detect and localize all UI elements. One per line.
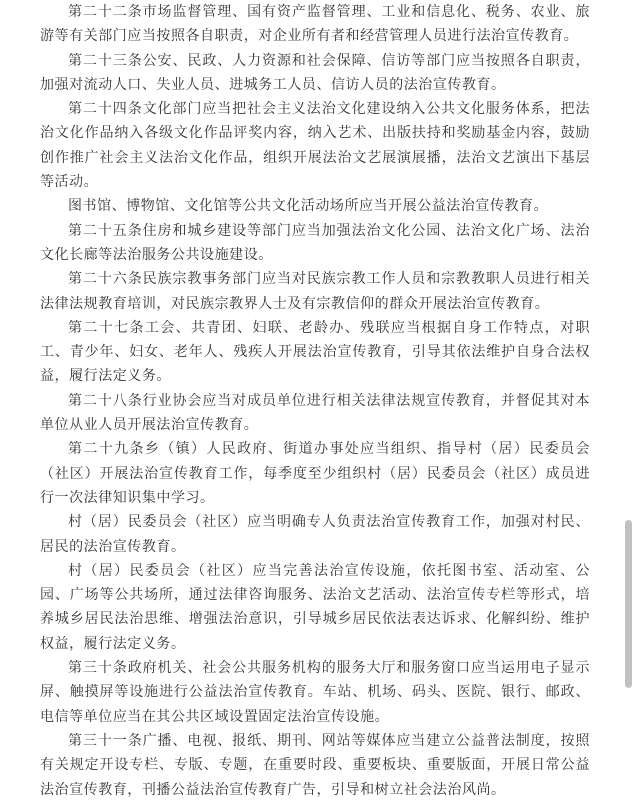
vertical-scrollbar[interactable] [625, 0, 632, 792]
paragraph-article-27: 第二十七条工会、共青团、妇联、老龄办、残联应当根据自身工作特点，对职工、青少年、妇女、老年人、残疾人开展法治宣传教育，引导其依法维护自身合法权益，履行法定义务。 [40, 319, 590, 385]
paragraph-article-24-libraries: 图书馆、博物馆、文化馆等公共文化活动场所应当开展公益法治宣传教育。 [68, 198, 549, 215]
paragraph-article-29-village-facilities: 村（居）民委员会（社区）应当完善法治宣传设施，依托图书室、活动室、公园、广场等公共场所，通过法律咨询服务、法治文艺活动、法治宣传专栏等形式，培养城乡居民法治思维、增强法治意识，引导城乡居民依法表达诉求、化解纠纷、维护权益，履行法定义务。 [40, 562, 590, 652]
paragraph-article-29: 第二十九条乡（镇）人民政府、街道办事处应当组织、指导村（居）民委员会（社区）开展法治宣传教育工作，每季度至少组织村（居）民委员会（社区）成员进行一次法律知识集中学习。 [40, 441, 590, 506]
paragraph-article-24: 第二十四条文化部门应当把社会主义法治文化建设纳入公共文化服务体系，把法治文化作品纳入各级文化作品评奖内容，纳入艺术、出版扶持和奖励基金内容，鼓励创作推广社会主义法治文化作品，组织开展法治文艺展演展播，法治文艺演出下基层等活动。 [40, 101, 590, 191]
paragraph-article-31: 第三十一条广播、电视、报纸、期刊、网站等媒体应当建立公益普法制度，按照有关规定开设专栏、专版、专题，在重要时段、重要板块、重要版面，开展日常公益法治宣传教育，刊播公益法治宣传教育广告，引导和树立社会法治风尚。 [40, 732, 590, 798]
paragraph-article-23: 第二十三条公安、民政、人力资源和社会保障、信访等部门应当按照各自职责，加强对流动人口、失业人员、进城务工人员、信访人员的法治宣传教育。 [40, 52, 590, 93]
paragraph-article-26: 第二十六条民族宗教事务部门应当对民族宗教工作人员和宗教教职人员进行相关法律法规教育培训，对民族宗教界人士及有宗教信仰的群众开展法治宣传教育。 [40, 271, 590, 312]
scrollbar-thumb[interactable] [625, 520, 632, 688]
paragraph-article-30: 第三十条政府机关、社会公共服务机构的服务大厅和服务窗口应当运用电子显示屏、触摸屏等设施进行公益法治宣传教育。车站、机场、码头、医院、银行、邮政、电信等单位应当在其公共区域设置固定法治宣传设施。 [40, 660, 590, 725]
paragraph-article-25: 第二十五条住房和城乡建设等部门应当加强法治文化公园、法治文化广场、法治文化长廊等法治服务公共设施建设。 [40, 222, 590, 263]
paragraph-article-28: 第二十八条行业协会应当对成员单位进行相关法律法规宣传教育，并督促其对本单位从业人员开展法治宣传教育。 [40, 392, 590, 434]
paragraph-article-29-village-staff: 村（居）民委员会（社区）应当明确专人负责法治宣传教育工作，加强对村民、居民的法治宣传教育。 [40, 514, 590, 555]
article-body [40, 0, 590, 802]
paragraph-article-22: 第二十二条市场监督管理、国有资产监督管理、工业和信息化、税务、农业、旅游等有关部门应当按照各自职责，对企业所有者和经营管理人员进行法治宣传教育。 [40, 4, 590, 45]
